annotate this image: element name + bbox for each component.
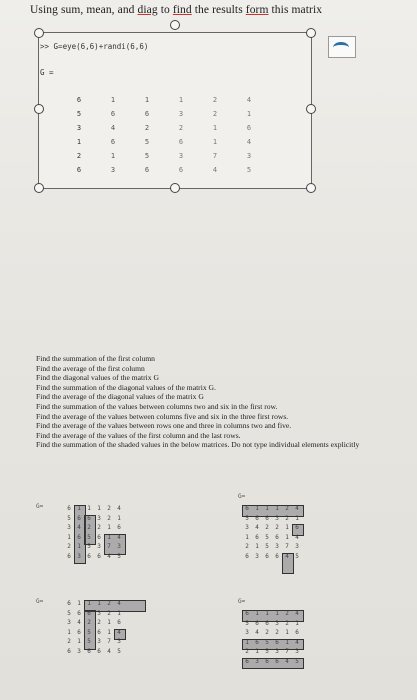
panel-cell: 6 <box>265 657 269 665</box>
panel-cell: 3 <box>97 514 101 522</box>
question-list <box>36 354 411 450</box>
matlab-logo-icon <box>328 36 356 58</box>
panel-cell: 6 <box>117 524 121 531</box>
panel-cell: 1 <box>245 638 249 646</box>
panel-cell: 6 <box>67 505 71 512</box>
matrix-values <box>62 96 266 180</box>
shaded-region <box>104 534 126 555</box>
panel-cell: 6 <box>245 505 249 512</box>
panel-cell: 4 <box>295 610 299 617</box>
panel-cell: 3 <box>97 638 101 645</box>
panel-cell: 6 <box>87 552 91 560</box>
resize-handle-bottom-center[interactable] <box>170 183 180 193</box>
panel-cell: 6 <box>87 609 91 617</box>
matrix-cell: 3 <box>246 152 252 160</box>
matrix-cell: 1 <box>212 124 218 132</box>
panel-cell: 5 <box>265 543 269 550</box>
panel-cell: 3 <box>77 647 81 655</box>
panel-cell: 7 <box>107 543 111 550</box>
panel-cell: 6 <box>265 552 269 560</box>
panel-cell: 5 <box>265 648 269 655</box>
panel-cell: 2 <box>245 648 249 655</box>
panel-cell: 2 <box>67 543 71 550</box>
matrix-cell: 6 <box>76 96 82 104</box>
matrix-cell: 3 <box>178 152 184 160</box>
panel-cell: 2 <box>107 514 111 522</box>
panel-cell: 1 <box>117 514 121 522</box>
panel-cell: 2 <box>107 609 111 617</box>
panel-cell: 6 <box>245 657 249 665</box>
panel-cell: 5 <box>67 609 71 617</box>
matrix-cell: 6 <box>178 138 184 146</box>
panel-cell: 3 <box>77 552 81 560</box>
panel-cell: 6 <box>97 533 101 541</box>
panel-cell: 4 <box>295 505 299 512</box>
panel-cell: 1 <box>295 619 299 627</box>
matrix-cell: 2 <box>212 110 218 118</box>
panel-cell: 1 <box>87 600 91 607</box>
panel-cell: 5 <box>265 638 269 646</box>
shaded-region <box>282 553 294 574</box>
panel-cell: 6 <box>255 638 259 646</box>
panel-cell: 2 <box>67 638 71 645</box>
resize-handle-top-right[interactable] <box>306 28 316 38</box>
panel-cell: 2 <box>107 505 111 512</box>
panel-cell: 6 <box>97 628 101 636</box>
panel-cell: 3 <box>67 619 71 626</box>
command-line: >> G=eye(6,6)+randi(6,6) <box>40 42 149 51</box>
panel-cell: 1 <box>295 514 299 522</box>
panel-cell: 4 <box>117 505 121 512</box>
matrix-cell: 4 <box>110 124 116 132</box>
panel-cell: 6 <box>67 600 71 607</box>
panel-cell: 1 <box>77 638 81 645</box>
panel-cell: 6 <box>255 533 259 541</box>
resize-handle-middle-right[interactable] <box>306 104 316 114</box>
panel-cell: 5 <box>67 514 71 522</box>
panel-cell: 5 <box>87 638 91 645</box>
question-item: Find the summation of the shaded values in the below matrices. Do not type individual elements explicitly <box>36 440 360 450</box>
panel-cell: 7 <box>107 638 111 645</box>
panel-label: G= <box>36 598 44 605</box>
panel-cell: 3 <box>97 543 101 550</box>
panel-cell: 4 <box>107 647 111 655</box>
panel-cell: 4 <box>255 524 259 531</box>
panel-cell: 1 <box>285 638 289 646</box>
panel-cell: 7 <box>285 543 289 550</box>
matrix-cell: 2 <box>212 96 218 104</box>
matrix-cell: 5 <box>246 166 252 174</box>
panel-cell: 1 <box>107 628 111 636</box>
page-title: Using sum, mean, and diag to find the results form this matrix <box>30 4 323 16</box>
panel-cell: 1 <box>67 628 71 636</box>
panel-cell: 3 <box>295 648 299 655</box>
panel-cell: 5 <box>265 533 269 541</box>
panel-cell: 1 <box>285 533 289 541</box>
question-item: Find the summation of the diagonal values of the matrix G. <box>36 382 216 392</box>
panel-cell: 6 <box>255 514 259 522</box>
matrix-cell: 1 <box>144 96 150 104</box>
panel-cell: 6 <box>97 552 101 560</box>
panel-cell: 3 <box>117 638 121 645</box>
shaded-region <box>242 505 304 517</box>
question-item: Find the diagonal values of the matrix G <box>36 373 159 383</box>
panel-cell: 1 <box>97 600 101 607</box>
panel-cell: 4 <box>117 533 121 541</box>
panel-cell: 3 <box>275 543 279 550</box>
panel-cell: 6 <box>275 638 279 646</box>
shaded-region <box>242 639 304 651</box>
panel-cell: 3 <box>255 657 259 665</box>
panel-cell: 2 <box>275 524 279 531</box>
question-item: Find the average of the diagonal values of the matrix G <box>36 392 204 402</box>
panel-cell: 4 <box>285 657 289 665</box>
panel-cell: 1 <box>107 619 111 626</box>
panel-cell: 6 <box>67 552 71 560</box>
matrix-cell: 3 <box>178 110 184 118</box>
panel-label: G= <box>238 493 246 500</box>
panel-cell: 6 <box>275 657 279 665</box>
shaded-region <box>84 515 96 546</box>
panel-cell: 1 <box>285 524 289 531</box>
panel-cell: 6 <box>77 533 81 541</box>
matrix-cell: 6 <box>76 166 82 174</box>
panel-cell: 7 <box>285 648 289 655</box>
panel-cell: 6 <box>97 647 101 655</box>
panel-cell: 2 <box>285 619 289 627</box>
panel-cell: 2 <box>285 610 289 617</box>
panel-cell: 6 <box>77 628 81 636</box>
panel-cell: 2 <box>87 524 91 531</box>
matrix-cell: 3 <box>76 124 82 132</box>
matrix-cell: 4 <box>212 166 218 174</box>
matrix-label: G = <box>40 68 54 77</box>
matrix-cell: 3 <box>110 166 116 174</box>
matrix-cell: 2 <box>76 152 82 160</box>
shaded-region <box>114 629 126 641</box>
panel-cell: 5 <box>295 657 299 665</box>
matrix-cell: 1 <box>212 138 218 146</box>
resize-handle-middle-left[interactable] <box>34 104 44 114</box>
panel-cell: 3 <box>275 619 279 627</box>
panel-cell: 5 <box>87 543 91 550</box>
panel-cell: 1 <box>77 543 81 550</box>
panel-cell: 2 <box>265 629 269 636</box>
panel-cell: 6 <box>77 609 81 617</box>
panel-cell: 3 <box>67 524 71 531</box>
panel-cell: 6 <box>265 619 269 627</box>
panel-cell: 1 <box>255 610 259 617</box>
panel-cell: 6 <box>67 647 71 655</box>
panel-label: G= <box>36 503 44 510</box>
panel-cell: 5 <box>117 647 121 655</box>
panel-cell: 3 <box>295 543 299 550</box>
panel-cell: 1 <box>67 533 71 541</box>
panel-cell: 4 <box>107 552 111 560</box>
matrix-cell: 1 <box>76 138 82 146</box>
panel-cell: 2 <box>285 505 289 512</box>
panel-cell: 1 <box>107 533 111 541</box>
panel-cell: 1 <box>87 505 91 512</box>
panel-cell: 3 <box>245 524 249 531</box>
question-item: Find the summation of the values between columns two and six in the first row. <box>36 401 278 411</box>
panel-cell: 2 <box>245 543 249 550</box>
matrix-cell: 5 <box>144 138 150 146</box>
matrix-cell: 6 <box>178 166 184 174</box>
matrix-cell: 6 <box>144 110 150 118</box>
question-item: Find the average of the values between columns five and six in the three first rows. <box>36 411 289 421</box>
panel-cell: 4 <box>295 533 299 541</box>
matrix-cell: 2 <box>144 124 150 132</box>
panel-cell: 6 <box>275 552 279 560</box>
matrix-cell: 7 <box>212 152 218 160</box>
panel-cell: 2 <box>285 514 289 522</box>
panel-cell: 4 <box>77 619 81 626</box>
matrix-cell: 5 <box>144 152 150 160</box>
panel-cell: 2 <box>107 600 111 607</box>
panel-cell: 2 <box>265 524 269 531</box>
matrix-cell: 2 <box>178 124 184 132</box>
panel-cell: 6 <box>117 619 121 626</box>
matrix-cell: 4 <box>246 138 252 146</box>
resize-handle-top-center[interactable] <box>170 20 180 30</box>
panel-cell: 4 <box>255 629 259 636</box>
panel-cell: 1 <box>275 610 279 617</box>
panel-cell: 5 <box>295 552 299 560</box>
panel-cell: 1 <box>265 610 269 617</box>
matrix-cell: 1 <box>110 152 116 160</box>
panel-cell: 5 <box>245 514 249 522</box>
panel-cell: 5 <box>87 628 91 636</box>
matrix-cell: 6 <box>246 124 252 132</box>
panel-cell: 1 <box>107 524 111 531</box>
shaded-region <box>242 658 304 670</box>
matrix-cell: 6 <box>110 138 116 146</box>
panel-cell: 4 <box>117 628 121 636</box>
panel-cell: 1 <box>275 505 279 512</box>
panel-cell: 2 <box>87 619 91 626</box>
question-item: Find the average of the first column <box>36 363 145 373</box>
panel-cell: 1 <box>77 600 81 607</box>
panel-cell: 1 <box>265 505 269 512</box>
panel-cell: 5 <box>245 619 249 627</box>
matrix-cell: 6 <box>144 166 150 174</box>
panel-cell: 6 <box>295 629 299 636</box>
shaded-region <box>292 524 304 536</box>
panel-cell: 3 <box>245 629 249 636</box>
question-item: Find the average of the values of the first column and the last rows. <box>36 430 241 440</box>
panel-cell: 1 <box>77 505 81 512</box>
panel-cell: 1 <box>245 533 249 541</box>
panel-cell: 2 <box>97 524 101 531</box>
panel-cell: 6 <box>87 514 91 522</box>
panel-cell: 3 <box>255 552 259 560</box>
panel-cell: 6 <box>245 552 249 560</box>
panel-cell: 2 <box>275 629 279 636</box>
matrix-cell: 1 <box>110 96 116 104</box>
panel-cell: 6 <box>265 514 269 522</box>
resize-handle-bottom-right[interactable] <box>306 183 316 193</box>
panel-cell: 4 <box>117 600 121 607</box>
panel-cell: 3 <box>275 648 279 655</box>
panel-cell: 4 <box>77 524 81 531</box>
panel-cell: 1 <box>285 629 289 636</box>
panel-cell: 1 <box>255 543 259 550</box>
panel-cell: 3 <box>117 543 121 550</box>
panel-cell: 1 <box>255 648 259 655</box>
panel-cell: 4 <box>295 638 299 646</box>
panel-cell: 6 <box>245 610 249 617</box>
panel-cell: 6 <box>77 514 81 522</box>
panel-cell: 3 <box>97 609 101 617</box>
matrix-cell: 1 <box>178 96 184 104</box>
matrix-cell: 4 <box>246 96 252 104</box>
matrix-cell: 6 <box>110 110 116 118</box>
matrix-cell: 5 <box>76 110 82 118</box>
question-item: Find the summation of the first column <box>36 354 155 363</box>
panel-cell: 2 <box>97 619 101 626</box>
panel-cell: 1 <box>97 505 101 512</box>
panel-cell: 6 <box>255 619 259 627</box>
resize-handle-bottom-left[interactable] <box>34 183 44 193</box>
panel-cell: 1 <box>255 505 259 512</box>
shaded-region <box>84 610 96 650</box>
panel-cell: 1 <box>117 609 121 617</box>
question-item: Find the average of the values between rows one and three in columns two and five. <box>36 421 292 431</box>
panel-cell: 4 <box>285 552 289 560</box>
panel-cell: 6 <box>87 647 91 655</box>
panel-cell: 6 <box>295 524 299 531</box>
resize-handle-top-left[interactable] <box>34 28 44 38</box>
panel-cell: 5 <box>117 552 121 560</box>
panel-cell: 6 <box>275 533 279 541</box>
panel-cell: 3 <box>275 514 279 522</box>
matrix-cell: 1 <box>246 110 252 118</box>
panel-label: G= <box>238 598 246 605</box>
panel-cell: 5 <box>87 533 91 541</box>
shaded-region <box>242 610 304 622</box>
